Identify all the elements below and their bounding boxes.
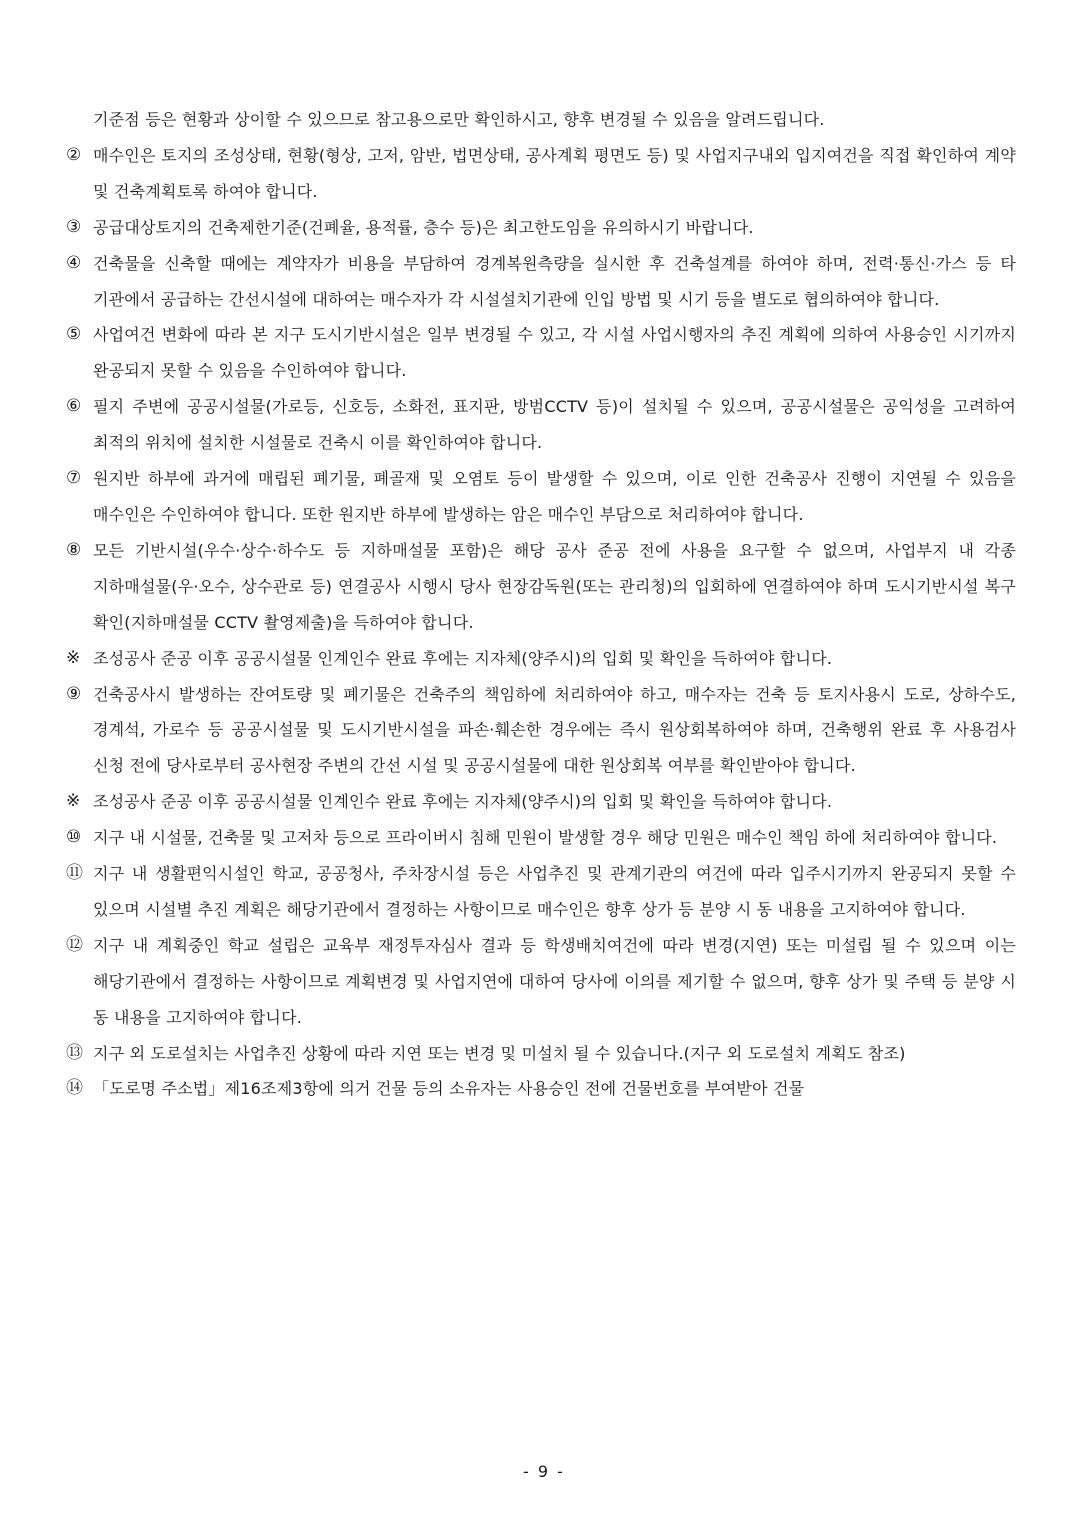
paragraph-13 — [66, 1036, 1016, 1072]
paragraph-text: 지구 내 생활편익시설인 학교, 공공청사, 주차장시설 등은 사업추진 및 관계기관의 여건에 따라 입주시기까지 완공되지 못할 수 있으며 시설별 추진 계획은 해당기관에서 결정하는 사항이므로 매수인은 향후 상가 등 분양 시 동 내용을 고지하여야 합니다. — [93, 864, 1016, 919]
paragraph-marker: ⑧ — [66, 539, 82, 560]
paragraph-text: 조성공사 준공 이후 공공시설물 인계인수 완료 후에는 지자체(양주시)의 입회 및 확인을 득하여야 합니다. — [93, 648, 833, 668]
paragraph-marker: ⑭ — [66, 1078, 84, 1099]
page-number: - 9 - — [523, 1462, 565, 1481]
note-marker: ※ — [66, 791, 81, 812]
paragraph-text: 매수인은 토지의 조성상태, 현황(형상, 고저, 암반, 법면상태, 공사계획 평면도 등) 및 사업지구내외 입지여건을 직접 확인하여 계약 및 건축계획토록 하여야 합니다. — [93, 145, 1016, 201]
paragraph-3 — [66, 210, 1016, 246]
paragraph-12 — [66, 928, 1016, 1036]
paragraph-text: 건축공사시 발생하는 잔여토량 및 폐기물은 건축주의 책임하에 처리하여야 하고, 매수자는 건축 등 토지사용시 도로, 상하수도, 경계석, 가로수 등 공공시설물 및 도시기반시설을 파손·훼손한 경우에는 즉시 원상회복하여야 하며, 건축행위 완료 후 사용검사 신청 전에 당사로부터 공사현장 주변의 간선 시설 및 공공시설물에 대한 원상회복 여부를 확인받아야 합니다. — [93, 684, 1016, 776]
paragraph-9 — [66, 677, 1016, 785]
paragraph-1 — [66, 102, 1016, 138]
paragraph-text: 조성공사 준공 이후 공공시설물 인계인수 완료 후에는 지자체(양주시)의 입회 및 확인을 득하여야 합니다. — [93, 792, 833, 812]
paragraph-marker: ④ — [66, 252, 82, 273]
note-marker: ※ — [66, 647, 81, 668]
paragraph-14 — [66, 1071, 1016, 1107]
paragraph-text: 공급대상토지의 건축제한기준(건폐율, 용적률, 층수 등)은 최고한도임을 유의하시기 바랍니다. — [93, 217, 754, 237]
paragraph-8 — [66, 533, 1016, 641]
paragraph-text: 기준점 등은 현황과 상이할 수 있으므로 참고용으로만 확인하시고, 향후 변경될 수 있음을 알려드립니다. — [93, 110, 825, 129]
paragraph-note-1 — [66, 641, 1016, 677]
paragraph-text: 사업여건 변화에 따라 본 지구 도시기반시설은 일부 변경될 수 있고, 각 시설 사업시행자의 추진 계획에 의하여 사용승인 시기까지 완공되지 못할 수 있음을 수인하여야 합니다. — [93, 325, 1016, 381]
paragraph-10 — [66, 820, 1016, 856]
paragraph-11 — [66, 856, 1016, 928]
paragraph-text: 「도로명 주소법」제16조제3항에 의거 건물 등의 소유자는 사용승인 전에 건물번호를 부여받아 건물 — [93, 1079, 805, 1099]
paragraph-text: 필지 주변에 공공시설물(가로등, 신호등, 소화전, 표지판, 방범CCTV 등)이 설치될 수 있으며, 공공시설물은 공익성을 고려하여 최적의 위치에 설치한 시설물로 건축시 이를 확인하여야 합니다. — [93, 397, 1016, 453]
paragraph-6 — [66, 389, 1016, 461]
paragraph-marker: ⑪ — [66, 863, 84, 884]
paragraph-text: 건축물을 신축할 때에는 계약자가 비용을 부담하여 경계복원측량을 실시한 후 건축설계를 하여야 하며, 전력·통신·가스 등 타 기관에서 공급하는 간선시설에 대하여는 매수자가 각 시설설치기관에 인입 방법 및 시기 등을 별도로 협의하여야 합니다. — [93, 253, 1016, 309]
paragraph-marker: ⑦ — [66, 468, 82, 489]
paragraph-marker: ⑫ — [66, 934, 84, 955]
paragraph-7 — [66, 461, 1016, 533]
paragraph-5 — [66, 317, 1016, 389]
paragraph-marker: ② — [66, 144, 82, 165]
paragraph-note-2 — [66, 784, 1016, 820]
paragraph-text: 지구 외 도로설치는 사업추진 상황에 따라 지연 또는 변경 및 미설치 될 수 있습니다.(지구 외 도로설치 계획도 참조) — [93, 1043, 906, 1063]
paragraph-marker: ⑩ — [66, 827, 82, 848]
paragraph-marker: ③ — [66, 216, 82, 237]
paragraph-text: 지구 내 시설물, 건축물 및 고저차 등으로 프라이버시 침해 민원이 발생할 경우 해당 민원은 매수인 책임 하에 처리하여야 합니다. — [93, 828, 998, 848]
paragraph-2 — [66, 138, 1016, 210]
paragraph-text: 지구 내 계획중인 학교 설립은 교육부 재정투자심사 결과 등 학생배치여건에 따라 변경(지연) 또는 미설립 될 수 있으며 이는 해당기관에서 결정하는 사항이므로 계획변경 및 사업지연에 대하여 당사에 이의를 제기할 수 없으며, 향후 상가 및 주택 등 분양 시 동 내용을 고지하여야 합니다. — [93, 935, 1016, 1027]
paragraph-4 — [66, 246, 1016, 318]
paragraph-marker: ⑤ — [66, 324, 82, 345]
notice-list — [66, 102, 1016, 1107]
paragraph-text: 원지반 하부에 과거에 매립된 폐기물, 폐골재 및 오염토 등이 발생할 수 있으며, 이로 인한 건축공사 진행이 지연될 수 있음을 매수인은 수인하여야 합니다. 또한 원지반 하부에 발생하는 암은 매수인 부담으로 처리하여야 합니다. — [93, 469, 1016, 524]
paragraph-marker: ⑥ — [66, 396, 82, 417]
paragraph-marker — [66, 102, 93, 138]
paragraph-text: 모든 기반시설(우수·상수·하수도 등 지하매설물 포함)은 해당 공사 준공 전에 사용을 요구할 수 없으며, 사업부지 내 각종 지하매설물(우·오수, 상수관로 등) 연결공사 시행시 당사 현장감독원(또는 관리청)의 입회하에 연결하여야 하며 도시기반시설 복구 확인(지하매설물 CCTV 촬영제출)을 득하여야 합니다. — [93, 540, 1016, 632]
paragraph-marker: ⑨ — [66, 683, 82, 704]
paragraph-marker: ⑬ — [66, 1042, 84, 1063]
